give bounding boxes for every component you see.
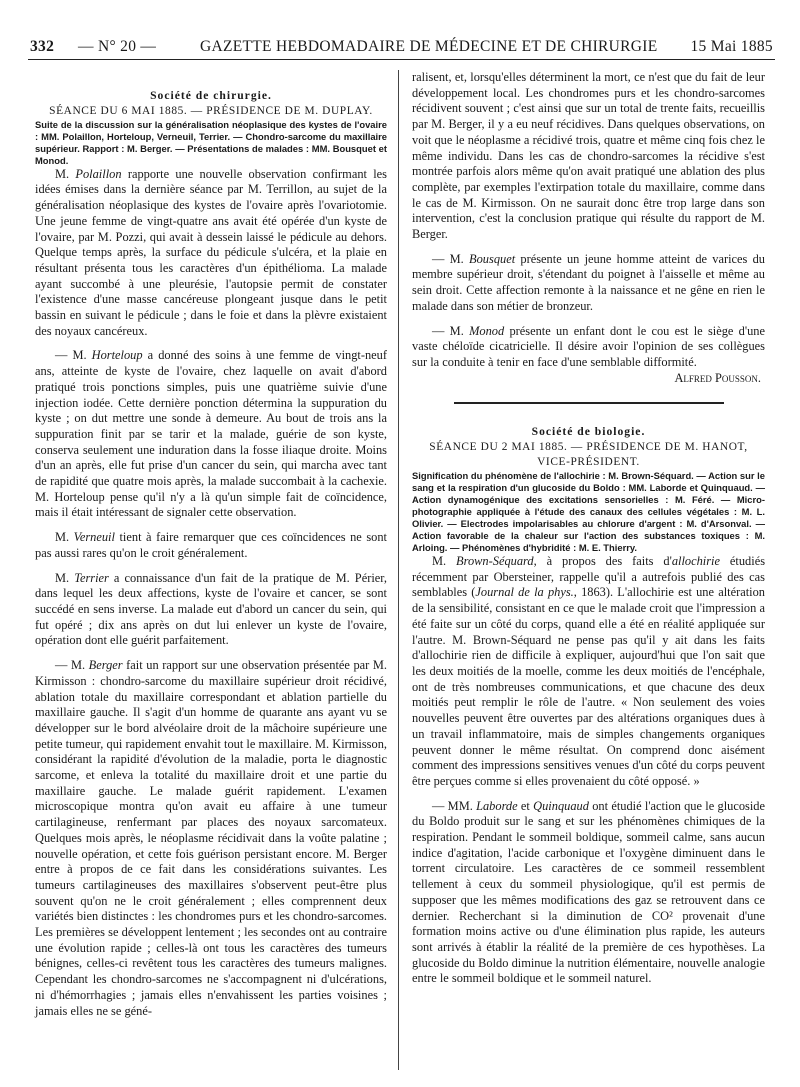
speaker-name: Laborde (476, 798, 518, 813)
paragraph-bousquet: — M. Bousquet présente un jeune homme atteint de varices du membre supérieur droit, s'étendant du poignet à l'aisselle et même au sein droit. Cette affection remonte à la naissance et ne gêne en rien le malade dans son métier de bronzeur. (412, 251, 766, 313)
speaker-name: Monod (469, 323, 505, 338)
paragraph-laborde-quinquaud: — MM. Laborde et Quinquaud ont étudié l'action que le glucoside du Boldo produit sur le sang et sur les phénomènes chimiques de la respiration. Pendant le sommeil boldique, sommeil calme, sans aucun indice d'agitation, l'acide carbonique et l'oxygène diminuent dans le torrent circulatoire. Les caractères de ce sommeil ressemblent tellement à ceux du sommeil physiologique, qu'il est permis de supposer que les mêmes modifications des gaz se retrouvent dans ce dernier. Recherchant si la diminution de CO² provenait d'une formation moins active ou d'une élimination plus rapide, les auteurs sont arrivés à établir la réalité de la première de ces hypothèses. La glucoside du Boldo diminue la nutrition élémentaire, nouvelle analogie entre le sommeil boldique et le sommeil naturel. (412, 798, 766, 986)
speaker-name: Bousquet (469, 251, 516, 266)
speaker-name: Horteloup (91, 348, 143, 363)
society-title-biologie: Société de biologie. (531, 425, 646, 439)
journal-title: GAZETTE HEBDOMADAIRE DE MÉDECINE ET DE CHIRURGIE (200, 38, 658, 55)
paragraph-berger-continued: ralisent, et, lorsqu'elles déterminent la mort, ce n'est que du fait de leur développement local. Les chondromes purs et les chondro-sarcomes récidivent souvent ; c'est ainsi que sur un total de trente faits, recueillis par M. Berger, il y a eu neuf récidives. Dans quelques observations, on voit que le néoplasme a récidivé trois, quatre et même cinq fois chez le même individu. Dans les cas de chondro-sarcomes la récidive s'est montrée parfois alors même qu'on avait pratiqué une ablation des plus complète, par exemples l'extirpation totale du maxillaire, comme dans le cas de M. Kirmisson. On ne saurait donc être trop large dans son intervention, c'est la conclusion pratique qui résulte du rapport de M. Berger. (412, 70, 765, 242)
right-column (412, 70, 765, 987)
speaker-name: Quinquaud (533, 798, 589, 813)
session-summary: Signification du phénomène de l'allochirie : M. Brown-Séquard. — Action sur le sang et la respiration d'un glucoside du Boldo : MM. Laborde et Quinquaud. — Action dynamogénique des excitations sensorielles : M. Féré. — Micro-photographie appliquée à l'étude des canaux des cellules végétales : M. L. Olivier. — Electrodes impolarisables au chlorure d'argent : M. d'Arsonval. — Action favorable de la chaleur sur l'action des substances toxiques : M. Arloing. — Phénomènes d'hybridité : M. E. Thierry. (412, 470, 765, 554)
paragraph-verneuil: M. Verneuil tient à faire remarquer que ces coïncidences ne sont pas aussi rares qu'on le croit généralement. (35, 530, 387, 560)
paragraph-polaillon: M. Polaillon rapporte une nouvelle observation confirmant les idées émises dans la dernière séance par M. Terrillon, au sujet de la généralisation néoplasique des kystes de l'ovaire après l'ovariotomie. Une jeune femme de vingt-quatre ans avait été opérée d'un kyste de l'ovaire, par M. Pozzi, qui avait à dessein laissé le pédicule au dehors. Quelque temps après, la surface du pédicule s'ulcéra, et la plaie en résultant présenta tous les caractères d'un épithélioma. La malade ayant succombé à une pleurésie, l'autopsie permit de constater l'existence d'une masse cancéreuse plongeant jusque dans le petit bassin en suivant le pédicule ; dans le foie et dans la plèvre existaient des noyaux cancéreux. (35, 166, 387, 338)
seance-heading: SÉANCE DU 2 MAI 1885. — PRÉSIDENCE DE M. HANOT, VICE-PRÉSIDENT. (429, 441, 748, 469)
page-number: 332 (30, 38, 55, 55)
speaker-name: Polaillon (75, 166, 122, 181)
column-divider (398, 70, 399, 1070)
speaker-name: Brown-Séquard (456, 554, 534, 569)
paragraph-horteloup: — M. Horteloup a donné des soins à une femme de vingt-neuf ans, atteinte de kyste de l'ovaire, chez laquelle on avait d'abord pratiqué trois ponctions simples, puis une quatrième suivie d'une injection iodée. Cette dernière ponction détermina la suppuration du kyste ; on dut mettre une sonde à demeure. Au bout de trois ans la suppuration finit par se tarir et la malade, guérie de son kyste, conserva seulement une induration dans la fosse iliaque droite. Moins d'un an après, elle fut prise d'un cancer du sein, qui marcha avec tant de rapidité que quatre mois après, la malade succombait à la cachexie. M. Horteloup pense qu'il n'y a là qu'un simple fait de coïncidence, mais il était intéressant de signaler cette observation. (35, 348, 387, 520)
left-column (35, 88, 387, 1019)
running-header (28, 38, 775, 60)
seance-heading: SÉANCE DU 6 MAI 1885. — PRÉSIDENCE DE M. DUPLAY. (49, 104, 373, 117)
paragraph-berger: — M. Berger fait un rapport sur une observation présentée par M. Kirmisson : chondro-sarcome du maxillaire supérieur droit récidivé, ablation totale du maxillaire correspondant et ablation partielle du maxillaire gauche. Il s'agit d'un homme de quarante ans ayant vu se développer sur le bord alvéolaire droit de la mâchoire supérieure une petite tumeur, qui rapidement envahit tout le maxillaire. M. Kirmisson, considérant la rapidité d'évolution de la maladie, porta le diagnostic sarcome, et enleva la totalité du maxillaire droit et une partie du maxillaire gauche. Le malade guérit rapidement. L'examen microscopique montra qu'on avait eu affaire à une tumeur cartilagineuse, renfermant par places des noyaux sarcomateux. Quelques mois après, le néoplasme récidivait dans la voûte palatine ; nouvelle opération, et cette fois guérison persistant encore. M. Berger entre à propos de ce fait dans les considérations suivantes. Les tumeurs cartilagineuses des maxillaires s'observent peut-être plus souvent qu'on ne le croit généralement ; elles comprennent deux variétés bien distinctes : les chondromes purs et les chondro-sarcomes. Les premières se développent lentement ; les secondes ont au contraire une évolution rapide ; celles-là ont tous les caractères des tumeurs bénignes, celles-ci revêtent tous les caractères des tumeurs malignes. Cependant les chondro-sarcomes ne s'accompagnent ni d'ulcérations, ni d'hémorrhagies ; jamais elles n'envahissent les parties voisines ; jamais elles ne se géné- (35, 658, 387, 1018)
author-signature: Alfred Pousson. (674, 370, 761, 385)
speaker-name: Verneuil (73, 530, 115, 545)
session-summary: Suite de la discussion sur la généralisation néoplasique des kystes de l'ovaire : MM. Polaillon, Horteloup, Verneuil, Terrier. — Chondro-sarcome du maxillaire supérieur. Rapport : M. Berger. — Présentations de malades : MM. Bousquet et Monod. (35, 118, 387, 166)
speaker-name: Berger (88, 658, 123, 673)
society-title-chirurgie: Société de chirurgie. (150, 89, 272, 102)
paragraph-brown-sequard: M. Brown-Séquard, à propos des faits d'allochirie étudiés récemment par Obersteiner, rappelle qu'il a autrefois publié des cas semblables (Journal de la phys., 1863). L'allochirie est une altération de la sensibilité, consistant en ce que le malade croit que l'impression a été faite sur un côté du corps, quand elle a été en réalité appliquée sur l'autre. M. Brown-Séquard ne pense pas qu'il y ait dans les faits d'allochirie rien de difficile à expliquer, aujourd'hui que l'on sait que les deux moitiés de la moelle, comme les deux moitiés de l'encéphale, ont de très nombreuses communications, et que chacune des deux moitiés peut remplir le rôle de l'autre. « Non seulement des voies nouvelles peuvent être ouvertes par des altérations organiques dues à un travail inflammatoire, mais de simples changements organiques peuvent donner le même résultat. On comprend donc aisément comment des impressions sensitives venues d'un côté du corps peuvent être perçues comme si elles provenaient du côté opposé. » (412, 554, 766, 788)
issue-number: — N° 20 — (78, 38, 157, 55)
issue-date: 15 Mai 1885 (690, 38, 773, 55)
term-allochirie: allochirie (671, 554, 720, 569)
paragraph-monod: — M. Monod présente un enfant dont le cou est le siège d'une vaste chéloïde cicatricielle. Il désire avoir l'opinion de ses collègues sur la conduite à tenir en face d'une semblable difformité. (412, 323, 765, 369)
speaker-name: Terrier (74, 570, 109, 585)
journal-reference: Journal de la phys. (475, 585, 574, 600)
paragraph-terrier: M. Terrier a connaissance d'un fait de la pratique de M. Périer, dans lequel les deux affections, kyste de l'ovaire et cancer, se sont succédé en sens inverse. La malade eut d'abord un cancer du sein, qui fut opéré ; dix ans après on dut lui enlever un kyste de l'ovaire, opération dont elle guérit parfaitement. (35, 570, 387, 648)
section-rule (454, 402, 724, 404)
